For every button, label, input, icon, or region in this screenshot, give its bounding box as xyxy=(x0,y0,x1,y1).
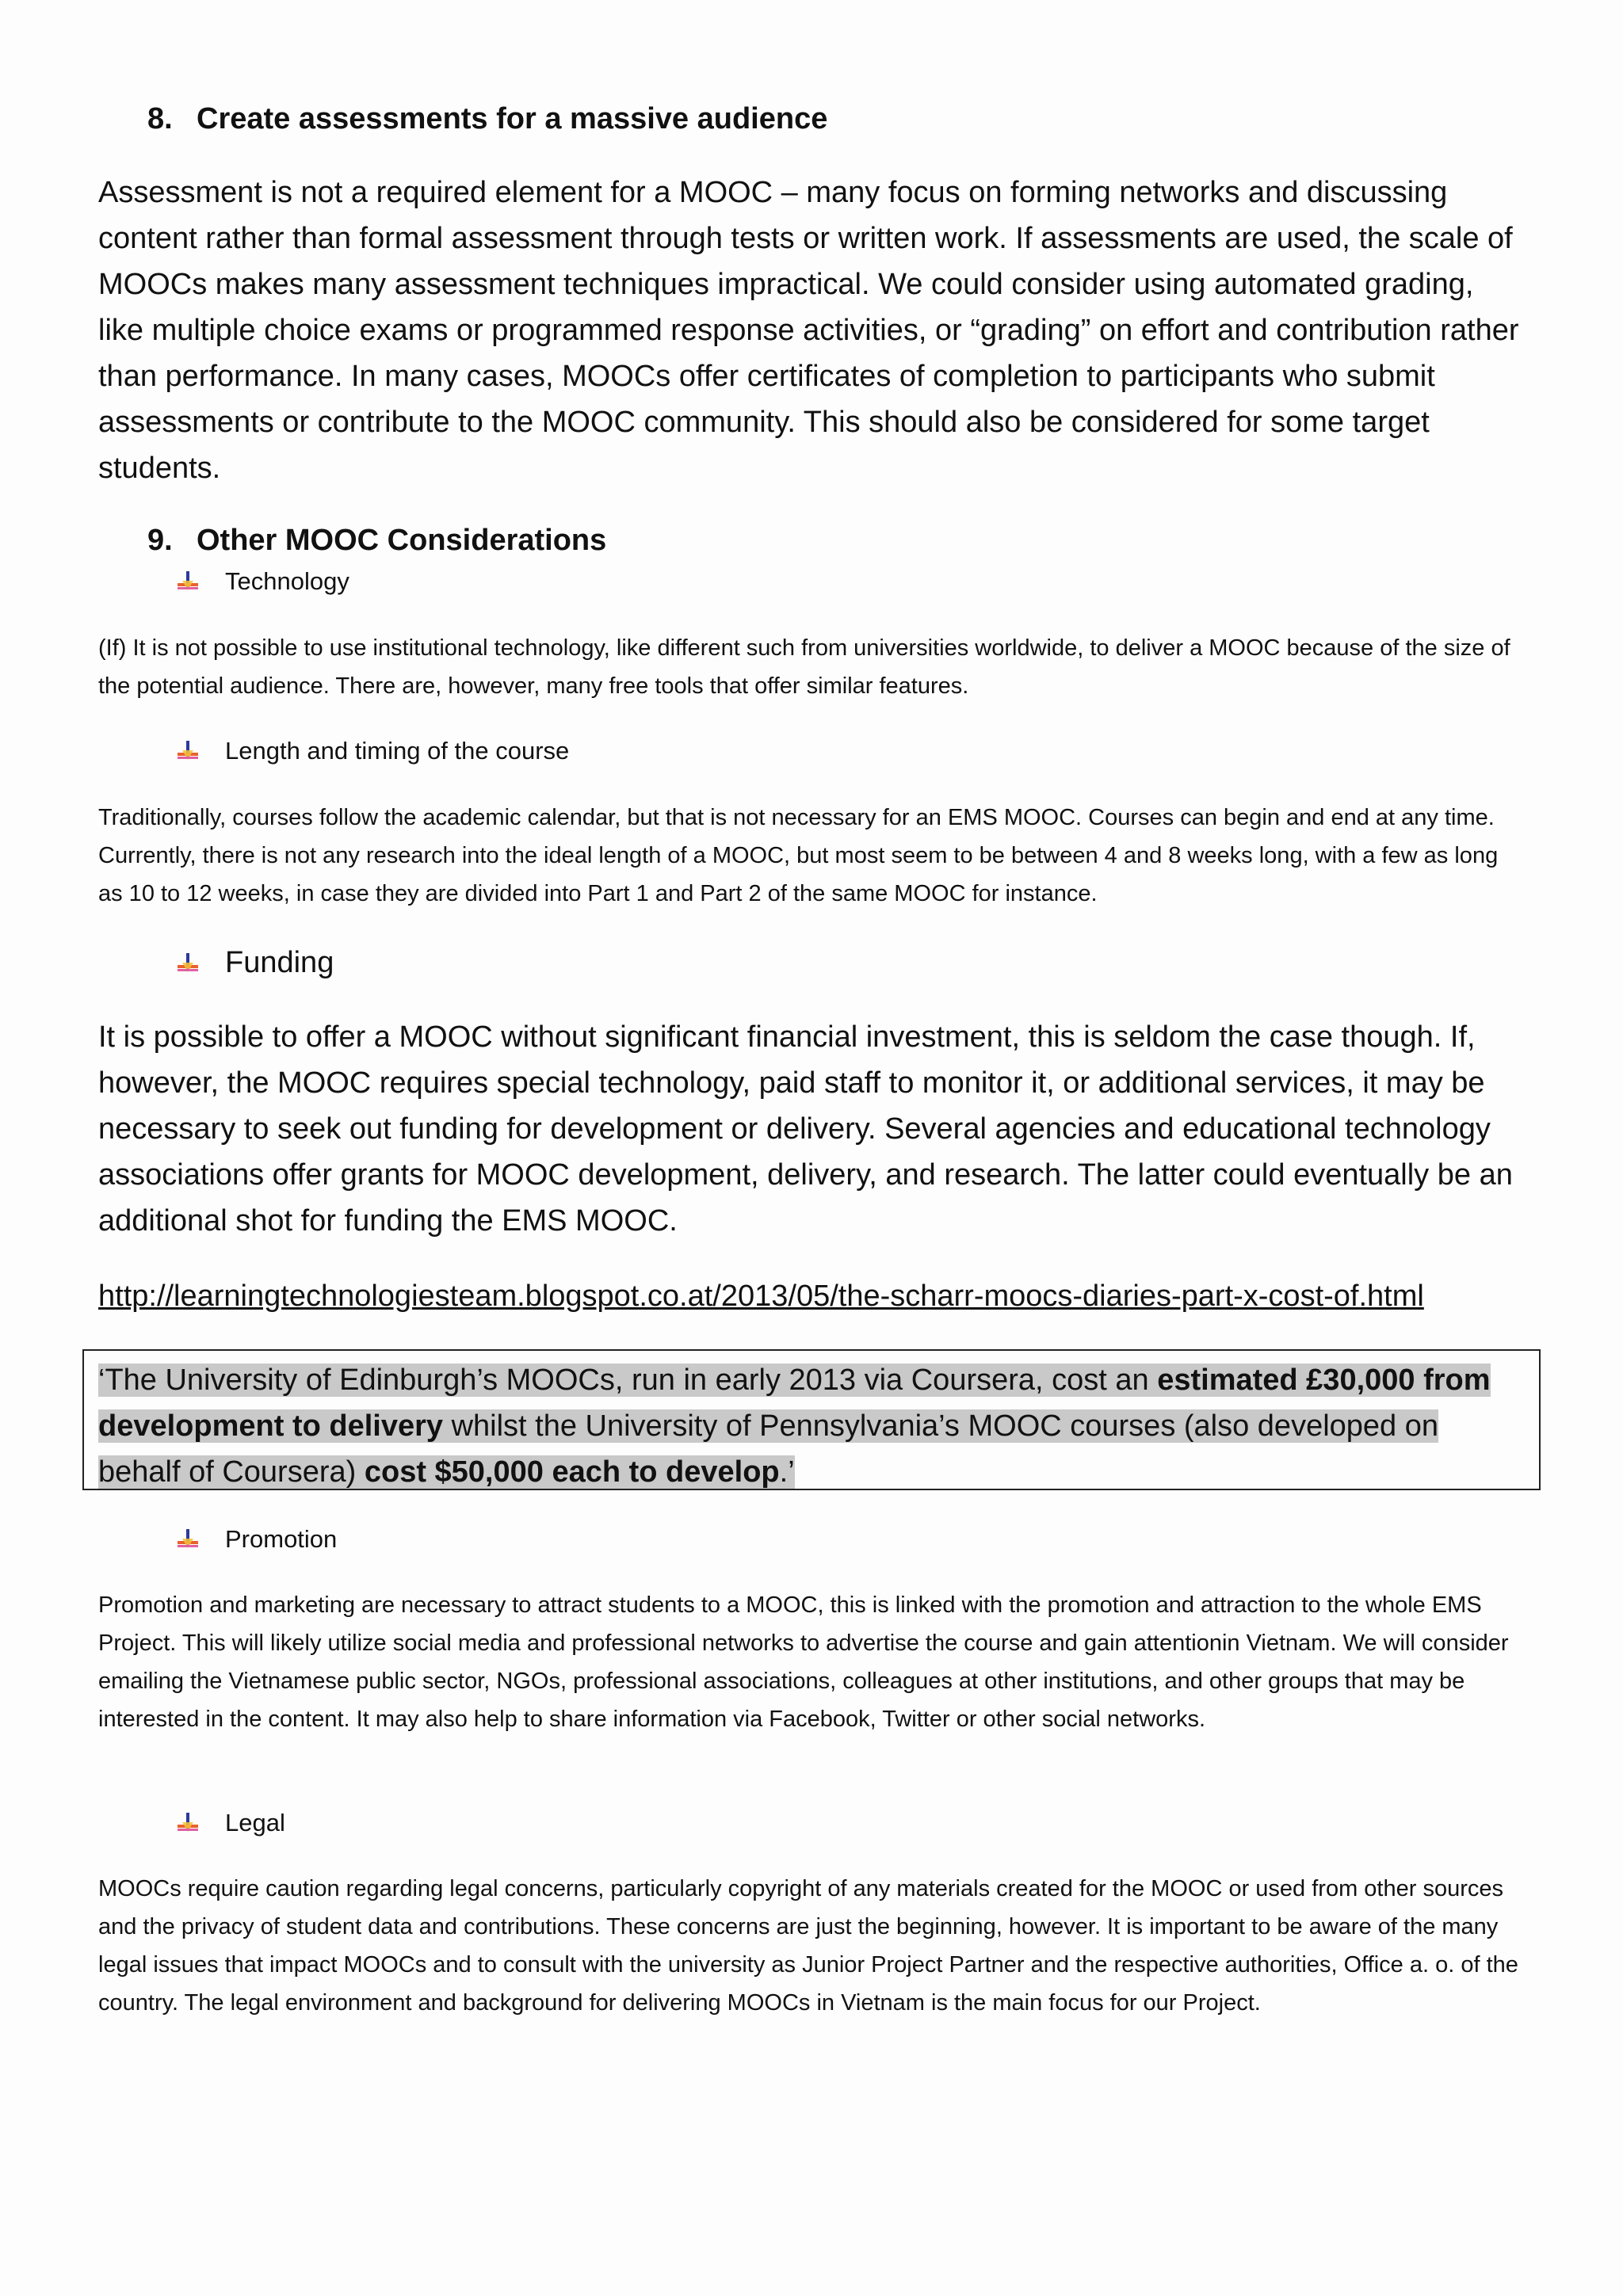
quote-text: .’ xyxy=(779,1455,795,1489)
section-number: 9. xyxy=(147,524,173,557)
bullet-label: Promotion xyxy=(225,1525,338,1553)
section-title: Other MOOC Considerations xyxy=(197,524,607,557)
section-9-heading xyxy=(147,521,606,559)
arrow-bullet-icon xyxy=(176,952,200,975)
bullet-promotion xyxy=(176,1525,337,1554)
bullet-label: Funding xyxy=(225,946,334,979)
assessment-paragraph: Assessment is not a required element for a MOOC – many focus on forming networks and discussing content rather than formal assessment through tests or written work. If assessments are used, the scale of MOOCs makes many assessment techniques impractical. We could consider using automated grading, like multiple choice exams or programmed response activities, or “grading” on effort and contribution rather than performance. In many cases, MOOCs offer certificates of completion to participants who submit assessments or contribute to the MOOC community. This should also be considered for some target students. xyxy=(98,176,1519,485)
quote-bold: estimated £30,000 from development to delivery xyxy=(98,1363,1491,1443)
technology-paragraph: (If) It is not possible to use institutional technology, like different such from universities worldwide, to deliver a MOOC because of the size of the potential audience. There are, however, many free tools that offer similar features. xyxy=(98,635,1510,699)
length-paragraph: Traditionally, courses follow the academic calendar, but that is not necessary for an EMS MOOC. Courses can begin and end at any time. Currently, there is not any research into the ideal length of a MOOC, but most seem to be between 4 and 8 weeks long, with a few as long as 10 to 12 weeks, in case they are divided into Part 1 and Part 2 of the same MOOC for instance. xyxy=(98,805,1499,906)
arrow-bullet-icon xyxy=(176,570,200,593)
section-8-heading xyxy=(147,100,827,138)
quote-text: whilst the University of Pennsylvania’s MOOC courses (also developed on behalf of Coursera) xyxy=(98,1409,1439,1489)
bullet-label: Legal xyxy=(225,1809,285,1836)
bullet-label: Technology xyxy=(225,567,349,595)
bullet-label: Length and timing of the course xyxy=(225,737,570,765)
quote-text: ‘The University of Edinburgh’s MOOCs, run in early 2013 via Coursera, cost an xyxy=(98,1363,1158,1397)
bullet-legal xyxy=(176,1809,285,1837)
arrow-bullet-icon xyxy=(176,1527,200,1551)
arrow-bullet-icon xyxy=(176,1811,200,1835)
bullet-length-timing xyxy=(176,737,569,765)
bullet-technology xyxy=(176,567,349,596)
quote-highlight xyxy=(98,1363,1491,1489)
quote-bold: cost $50,000 each to develop xyxy=(364,1455,780,1489)
legal-paragraph: MOOCs require caution regarding legal concerns, particularly copyright of any materials created for the MOOC or used from other sources and the privacy of student data and contributions. These concerns are just the beginning, however. It is important to be aware of the many legal issues that impact MOOCs and to consult with the university as Junior Project Partner and the respective authorities, Office a. o. of the country. The legal environment and background for delivering MOOCs in Vietnam is the main focus for our Project. xyxy=(98,1876,1518,2016)
section-title: Create assessments for a massive audience xyxy=(197,102,828,135)
arrow-bullet-icon xyxy=(176,739,200,763)
section-number: 8. xyxy=(147,102,173,135)
cost-quote-box xyxy=(82,1349,1541,1490)
funding-paragraph: It is possible to offer a MOOC without significant financial investment, this is seldom the case though. If, however, the MOOC requires special technology, paid staff to monitor it, or additional services, it may be necessary to seek out funding for development or delivery. Several agencies and educational technology associations offer grants for MOOC development, delivery, and research. The latter could eventually be an additional shot for funding the EMS MOOC. xyxy=(98,1020,1513,1238)
cost-source-link[interactable]: http://learningtechnologiesteam.blogspot.co.at/2013/05/the-scharr-moocs-diaries-part-x-cost-of.html xyxy=(98,1280,1424,1313)
bullet-funding xyxy=(176,946,334,980)
promotion-paragraph: Promotion and marketing are necessary to attract students to a MOOC, this is linked with the promotion and attraction to the whole EMS Project. This will likely utilize social media and professional networks to advertise the course and gain attentionin Vietnam. We will consider emailing the Vietnamese public sector, NGOs, professional associations, colleagues at other institutions, and other groups that may be interested in the content. It may also help to share information via Facebook, Twitter or other social networks. xyxy=(98,1592,1509,1732)
